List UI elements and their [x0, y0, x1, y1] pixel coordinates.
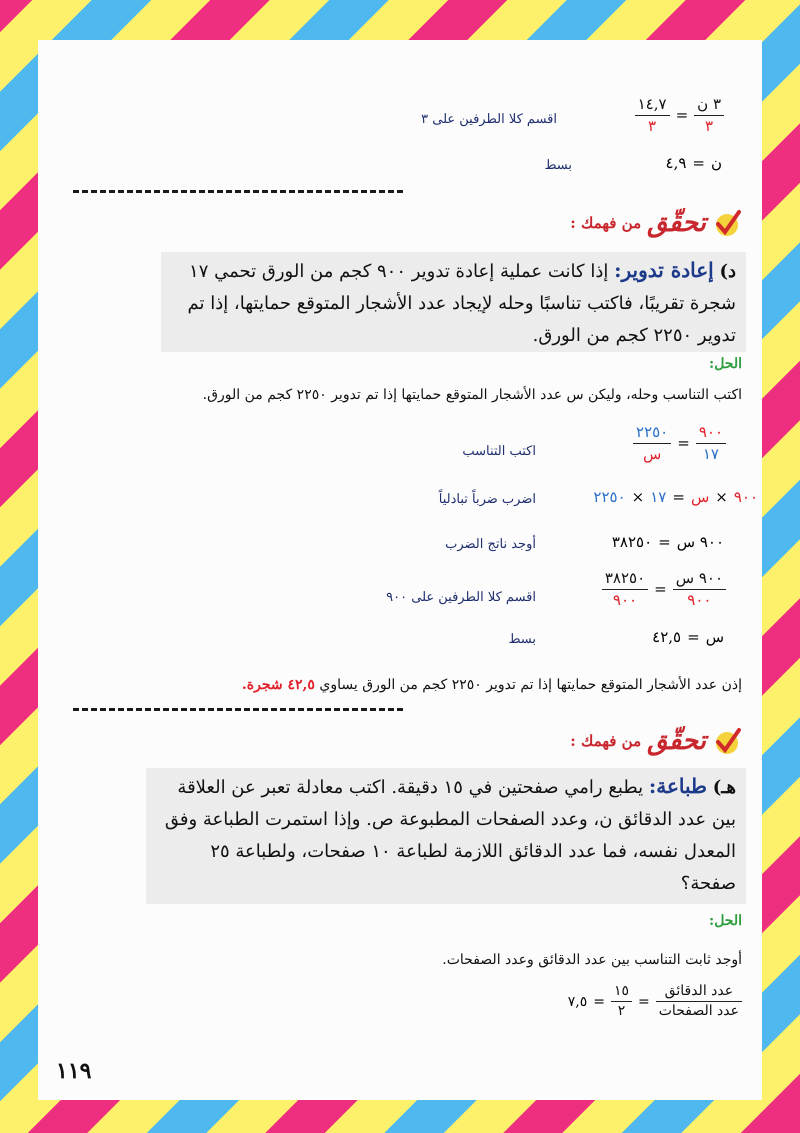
result-left: ن — [710, 154, 722, 172]
term-c: ١٧ — [650, 488, 667, 506]
check-mark-icon — [712, 208, 742, 238]
page-number: ١١٩ — [56, 1058, 92, 1084]
check-subtitle: من فهمك : — [570, 214, 642, 232]
denominator: ١٧ — [696, 443, 726, 463]
problem-d-box — [161, 252, 746, 352]
numerator: ٣ ن — [697, 95, 721, 113]
step-note: اقسم كلا الطرفين على ٩٠٠ — [386, 590, 536, 605]
fraction — [656, 984, 742, 1020]
equals-sign: = — [692, 154, 705, 172]
equals-sign: = — [687, 628, 700, 646]
term-d: ٢٢٥٠ — [593, 488, 626, 506]
term-a: ٩٠٠ — [733, 488, 758, 506]
equals-sign: = — [675, 106, 689, 124]
divider — [73, 190, 403, 193]
equals-sign: = — [638, 993, 650, 1010]
denominator: س — [633, 443, 671, 463]
numerator: ٩٠٠ س — [675, 569, 723, 587]
step-note: اضرب ضرباً تبادلياً — [438, 492, 536, 507]
solution-intro: اكتب التناسب وحله، وليكن س عدد الأشجار المتوقع حمايتها إذا تم تدوير ٢٢٥٠ كجم من الورق. — [202, 387, 742, 403]
fraction — [673, 570, 726, 608]
equals-sign: = — [593, 993, 605, 1010]
rate-equation — [568, 984, 742, 1020]
problem-text: إذا كانت عملية إعادة تدوير ٩٠٠ كجم من الورق تحمي ١٧ شجرة تقريبًا، فاكتب تناسبًا وحله لإيجاد عدد الأشجار المتوقع حمايتها، إذا تم تدوير ٢٢٥٠ كجم من الورق. — [187, 261, 736, 346]
term-left: ٩٠٠ س — [676, 533, 724, 551]
numerator: عدد الدقائق — [664, 983, 734, 999]
numerator: ٩٠٠ — [698, 423, 723, 441]
term-right: ٤٢,٥ — [652, 628, 682, 646]
proportion-equation — [633, 424, 726, 462]
result-right: ٤,٩ — [665, 154, 687, 172]
step-note: أوجد ناتج الضرب — [445, 537, 536, 552]
fraction — [696, 424, 726, 462]
equals-sign: = — [658, 533, 671, 551]
numerator: ٢٢٥٠ — [636, 423, 669, 441]
equals-sign: = — [672, 488, 685, 506]
step-note: اكتب التناسب — [462, 444, 536, 459]
denominator: ٩٠٠ — [673, 589, 726, 609]
conclusion-answer: ٤٢,٥ شجرة. — [241, 677, 315, 693]
conclusion-text: إذن عدد الأشجار المتوقع حمايتها إذا تم تدوير ٢٢٥٠ كجم من الورق يساوي — [319, 677, 742, 693]
denominator: ٩٠٠ — [602, 589, 648, 609]
conclusion — [52, 677, 742, 693]
product-equation — [612, 533, 724, 551]
numerator: ١٥ — [613, 983, 630, 999]
step-a-result — [666, 154, 722, 172]
fraction — [602, 570, 648, 608]
times-sign: × — [631, 488, 645, 506]
term-b: س — [690, 488, 710, 506]
problem-text: يطبع رامي صفحتين في ١٥ دقيقة. اكتب معادلة تعبر عن العلاقة بين عدد الدقائق ن، وعدد الصفحات المطبوعة ص. وإذا استمرت الطباعة وفق المعدل نفسه، فما عدد الدقائق اللازمة لطباعة ١٠ صفحات، ولطباعة ٢٥ صفحة؟ — [164, 777, 736, 894]
division-equation — [602, 570, 726, 608]
solution-label: الحل: — [709, 356, 742, 372]
problem-keyword: إعادة تدوير: — [614, 258, 714, 282]
problem-letter: د) — [719, 261, 736, 282]
step-a-note: اقسم كلا الطرفين على ٣ — [421, 112, 557, 127]
term-left: س — [705, 628, 724, 646]
cross-multiply-equation — [593, 488, 758, 506]
equals-sign: = — [654, 580, 667, 598]
check-title: تحقّق — [647, 726, 706, 756]
result-equation — [652, 628, 724, 646]
numerator: ٣٨٢٥٠ — [604, 569, 646, 587]
divider — [73, 708, 403, 711]
step-a-equation — [635, 96, 724, 134]
numerator: ١٤,٧ — [637, 95, 667, 113]
solution-label: الحل: — [709, 913, 742, 929]
fraction — [633, 424, 671, 462]
rate-value: ٧,٥ — [567, 993, 588, 1010]
denominator: ٢ — [611, 1001, 632, 1019]
term-right: ٣٨٢٥٠ — [611, 533, 653, 551]
check-title: تحقّق — [647, 208, 706, 238]
fraction — [635, 96, 670, 134]
step-note: بسط — [508, 632, 536, 647]
step-a-result-note: بسط — [544, 158, 572, 173]
check-heading — [570, 726, 742, 756]
equals-sign: = — [677, 434, 690, 452]
fraction — [611, 984, 632, 1020]
check-heading — [570, 208, 742, 238]
check-mark-icon — [712, 726, 742, 756]
denominator: عدد الصفحات — [656, 1001, 742, 1019]
check-subtitle: من فهمك : — [570, 732, 642, 750]
page — [38, 40, 762, 1100]
denominator: ٣ — [694, 115, 724, 135]
problem-letter: هـ) — [712, 777, 736, 798]
times-sign: × — [715, 488, 728, 506]
solution-h-intro: أوجد ثابت التناسب بين عدد الدقائق وعدد الصفحات. — [442, 952, 742, 968]
problem-keyword: طباعة: — [648, 774, 707, 798]
problem-h-box — [146, 768, 746, 904]
denominator: ٣ — [635, 115, 670, 135]
fraction — [694, 96, 724, 134]
